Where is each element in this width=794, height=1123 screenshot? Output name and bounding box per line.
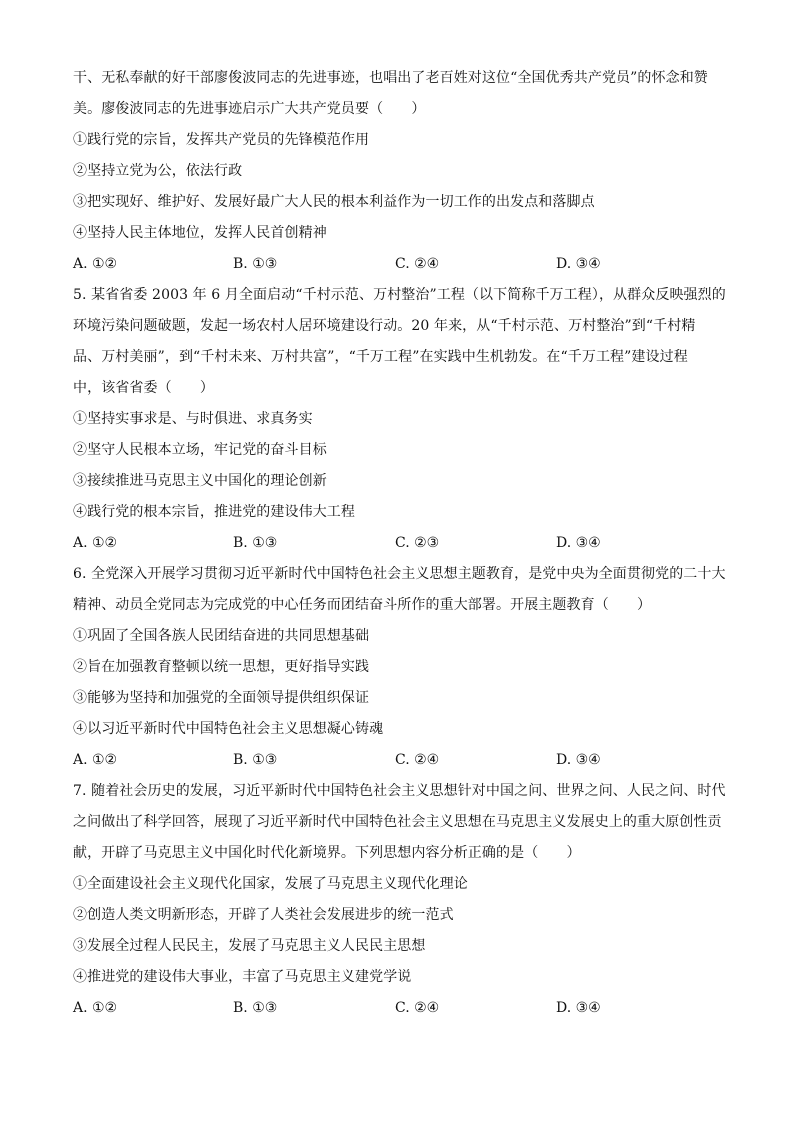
option-d: D. ③④ bbox=[556, 1000, 601, 1016]
option-c: C. ②④ bbox=[395, 256, 440, 272]
option-a: A. ①② bbox=[73, 752, 118, 768]
question-stem-line: 品、万村美丽”，到“千村未来、万村共富”，“千万工程”在实践中生机勃发。在“千万工程”建设过程 bbox=[73, 349, 688, 365]
question-stem-line: 中，该省省委（ ） bbox=[73, 380, 214, 396]
question-stem-line: 5. 某省省委 2003 年 6 月全面启动“千村示范、万村整治”工程（以下简称千万工程），从群众反映强烈的 bbox=[73, 287, 726, 303]
question-6 bbox=[73, 559, 726, 776]
option-d: D. ③④ bbox=[556, 256, 601, 272]
answer-options bbox=[73, 528, 723, 559]
question-stem-line: 精神、动员全党同志为完成党的中心任务而团结奋斗所作的重大部署。开展主题教育（ ） bbox=[73, 597, 652, 613]
choice-statement: ①践行党的宗旨，发挥共产党员的先锋模范作用 bbox=[73, 132, 370, 148]
option-a: A. ①② bbox=[73, 1000, 118, 1016]
choice-statement: ①巩固了全国各族人民团结奋进的共同思想基础 bbox=[73, 628, 370, 644]
choice-statement: ③能够为坚持和加强党的全面领导提供组织保证 bbox=[73, 690, 370, 706]
question-stem-line: 环境污染问题破题，发起一场农村人居环境建设行动。20 年来，从“千村示范、万村整治”到“千村精 bbox=[73, 318, 696, 334]
answer-options bbox=[73, 993, 723, 1024]
choice-statement: ②创造人类文明新形态，开辟了人类社会发展进步的统一范式 bbox=[73, 907, 454, 923]
choice-statement: ③接续推进马克思主义中国化的理论创新 bbox=[73, 473, 327, 489]
option-c: C. ②④ bbox=[395, 1000, 440, 1016]
choice-statement: ③发展全过程人民民主，发展了马克思主义人民民主思想 bbox=[73, 938, 426, 954]
question-stem-line: 献，开辟了马克思主义中国化时代化新境界。下列思想内容分析正确的是（ ） bbox=[73, 845, 581, 861]
question-stem-line: 7. 随着社会历史的发展，习近平新时代中国特色社会主义思想针对中国之问、世界之问、人民之问、时代 bbox=[73, 783, 726, 799]
choice-statement: ②坚守人民根本立场，牢记党的奋斗目标 bbox=[73, 442, 327, 458]
choice-statement: ①全面建设社会主义现代化国家，发展了马克思主义现代化理论 bbox=[73, 876, 468, 892]
question-4 bbox=[73, 63, 723, 280]
option-c: C. ②③ bbox=[395, 535, 440, 551]
choice-statement: ①坚持实事求是、与时俱进、求真务实 bbox=[73, 411, 313, 427]
option-b: B. ①③ bbox=[233, 535, 278, 551]
choice-statement: ④坚持人民主体地位，发挥人民首创精神 bbox=[73, 225, 327, 241]
question-stem-line: 干、无私奉献的好干部廖俊波同志的先进事迹，也唱出了老百姓对这位“全国优秀共产党员”的怀念和赞 bbox=[73, 70, 708, 86]
answer-options bbox=[73, 249, 723, 280]
option-b: B. ①③ bbox=[233, 1000, 278, 1016]
answer-options bbox=[73, 745, 723, 776]
choice-statement: ④推进党的建设伟大事业，丰富了马克思主义建党学说 bbox=[73, 969, 412, 985]
choice-statement: ④以习近平新时代中国特色社会主义思想凝心铸魂 bbox=[73, 721, 384, 737]
question-stem-line: 6. 全党深入开展学习贯彻习近平新时代中国特色社会主义思想主题教育，是党中央为全面贯彻党的二十大 bbox=[73, 566, 726, 582]
question-stem-line: 之问做出了科学回答，展现了习近平新时代中国特色社会主义思想在马克思主义发展史上的重大原创性贡 bbox=[73, 814, 722, 830]
option-a: A. ①② bbox=[73, 256, 118, 272]
option-b: B. ①③ bbox=[233, 752, 278, 768]
choice-statement: ③把实现好、维护好、发展好最广大人民的根本利益作为一切工作的出发点和落脚点 bbox=[73, 194, 595, 210]
choice-statement: ②旨在加强教育整顿以统一思想，更好指导实践 bbox=[73, 659, 370, 675]
option-a: A. ①② bbox=[73, 535, 118, 551]
option-c: C. ②④ bbox=[395, 752, 440, 768]
option-d: D. ③④ bbox=[556, 535, 601, 551]
option-d: D. ③④ bbox=[556, 752, 601, 768]
question-7 bbox=[73, 776, 726, 1024]
choice-statement: ②坚持立党为公，依法行政 bbox=[73, 163, 243, 179]
question-5 bbox=[73, 280, 726, 559]
choice-statement: ④践行党的根本宗旨，推进党的建设伟大工程 bbox=[73, 504, 355, 520]
exam-page bbox=[73, 63, 726, 1024]
option-b: B. ①③ bbox=[233, 256, 278, 272]
question-stem-line: 美。廖俊波同志的先进事迹启示广大共产党员要（ ） bbox=[73, 101, 426, 117]
